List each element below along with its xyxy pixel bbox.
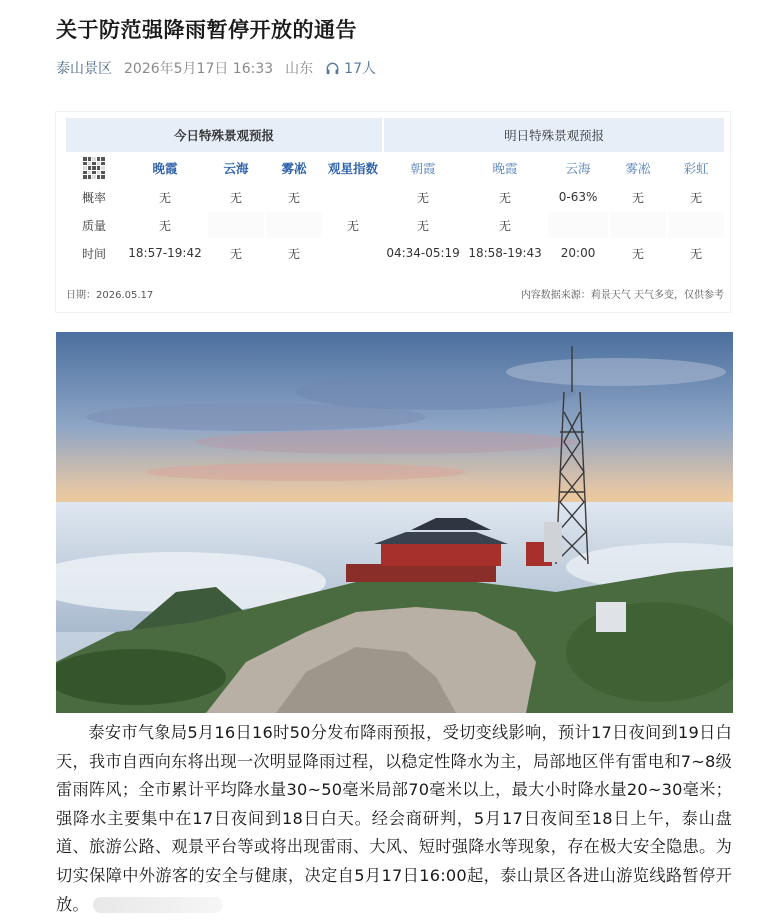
source-link[interactable]: 泰山景区: [56, 61, 112, 77]
listen-count: 17人: [344, 61, 376, 77]
table-cell: 无: [158, 218, 171, 233]
body-paragraph: 泰安市气象局5月16日16时50分发布降雨预报，受切变线影响，预计17日夜间到19日白天，我市自西向东将出现一次明显降雨过程，以稳定性降水为主，局部地区伴有雷电和7~8级雷雨阵风；全市累计平均降水量30~50毫米局部70毫米以上，最大小时降水量20~30毫米；强降水主要集中在17日夜间到18日白天。经会商研判，5月17日夜间至18日上午，泰山盘道、旅游公路、观景平台等或将出现雷雨、大风、短时强降水等现象，存在极大安全隐患。为切实保障中外游客的安全与健康，决定自5月17日16:00起，泰山景区各进山游览线路暂停开放。: [56, 723, 732, 914]
article-title: 关于防范强降雨暂停开放的通告: [56, 18, 357, 42]
forecast-date-note: 日期：2026.05.17: [66, 290, 154, 301]
table-cell: 18:57-19:42: [128, 246, 202, 260]
forecast-table: [64, 116, 726, 268]
table-cell-empty: [668, 212, 724, 238]
tomorrow-forecast-header: 明日特殊景观预报: [384, 118, 724, 152]
table-cell-empty: [208, 212, 264, 238]
star-index-value: 无: [347, 218, 360, 233]
forecast-card: [56, 112, 730, 312]
location-tag: 山东: [285, 61, 314, 77]
col-tomorrow-rime: 雾凇: [625, 161, 651, 176]
table-cell: 无: [417, 218, 430, 233]
publish-datetime: 2026年5月17日 16:33: [124, 61, 274, 77]
col-today-rime: 雾凇: [281, 161, 307, 176]
col-tomorrow-rainbow: 彩虹: [683, 161, 709, 176]
col-today-star-index: 观星指数: [328, 161, 379, 176]
table-cell-empty: [548, 212, 608, 238]
table-cell-empty: [266, 212, 322, 238]
article-meta: [56, 58, 376, 78]
table-cell: 20:00: [560, 246, 596, 260]
table-cell: 无: [417, 190, 430, 205]
table-cell: 无: [632, 190, 645, 205]
forecast-source-note: 内容数据来源：莉景天气 天气多变，仅供参考: [520, 290, 724, 301]
table-cell: 无: [499, 218, 512, 233]
table-cell: 无: [690, 190, 703, 205]
headphones-icon: [325, 61, 340, 76]
table-cell: 无: [158, 190, 171, 205]
table-cell: 无: [287, 190, 300, 205]
table-cell: 18:58-19:43: [468, 246, 542, 260]
article-photo[interactable]: [56, 332, 733, 713]
col-tomorrow-sunrise: 朝霞: [410, 161, 436, 176]
col-tomorrow-cloudsea: 云海: [565, 161, 591, 176]
row-label-probability: 概率: [81, 190, 106, 205]
qr-code[interactable]: [66, 154, 122, 182]
listen-button[interactable]: [325, 58, 376, 78]
table-cell: 0-63%: [558, 190, 598, 204]
table-cell-empty: [610, 212, 666, 238]
table-cell: 04:34-05:19: [386, 246, 460, 260]
row-label-quality: 质量: [81, 218, 106, 233]
table-cell: 无: [632, 246, 645, 261]
mount-tai-sunset-image: [56, 332, 733, 713]
table-cell: 无: [287, 246, 300, 261]
row-label-time: 时间: [81, 246, 106, 261]
table-cell: 无: [229, 246, 242, 261]
article-body: [56, 719, 732, 919]
redacted-bar: [93, 897, 223, 913]
today-forecast-header: 今日特殊景观预报: [66, 118, 382, 152]
col-today-sunset: 晚霞: [152, 161, 178, 176]
table-cell: 无: [229, 190, 242, 205]
col-tomorrow-sunset: 晚霞: [492, 161, 518, 176]
col-today-cloudsea: 云海: [223, 161, 249, 176]
table-cell: 无: [690, 246, 703, 261]
table-cell: 无: [499, 190, 512, 205]
